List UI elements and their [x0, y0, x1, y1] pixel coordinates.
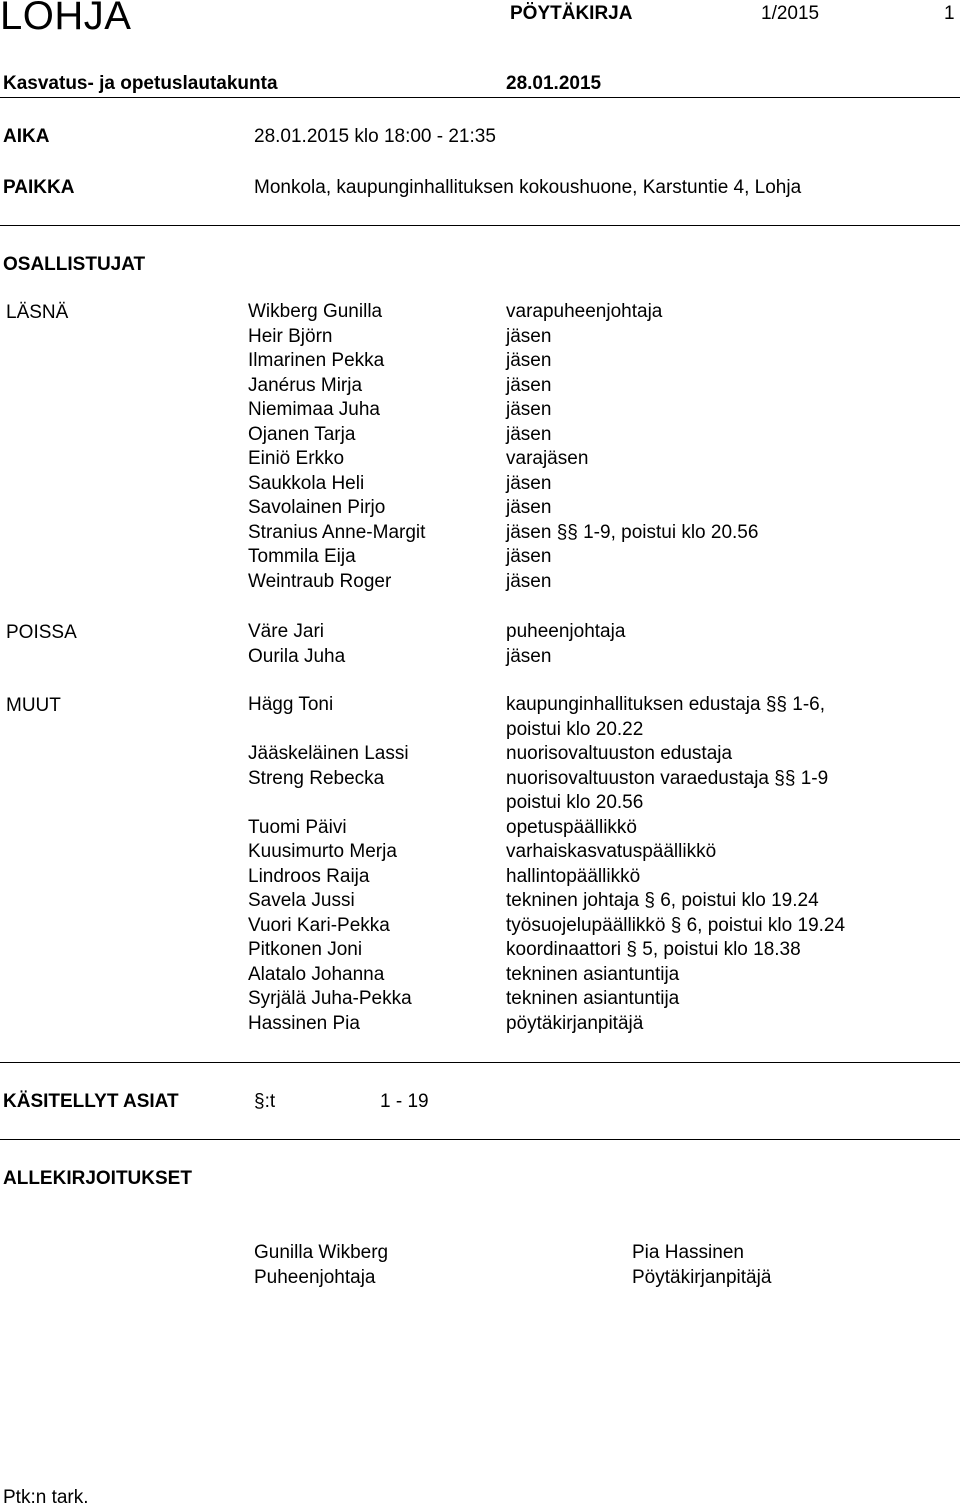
participant-role: tekninen johtaja § 6, poistui klo 19.24: [506, 890, 819, 911]
signer-name-2: Pia Hassinen: [632, 1242, 744, 1263]
participant-name: Ojanen Tarja: [248, 423, 356, 445]
meeting-divider: [0, 225, 960, 226]
participant-name: Ourila Juha: [248, 645, 346, 667]
participant-role: jäsen: [506, 399, 552, 420]
participant-name: Pitkonen Joni: [248, 939, 363, 960]
participant-name: Savolainen Pirjo: [248, 497, 386, 518]
participant-role: hallintopäällikkö: [506, 865, 641, 887]
header-date: 28.01.2015: [506, 73, 602, 94]
participant-name: Weintraub Roger: [248, 570, 392, 592]
participant-role: puheenjohtaja: [506, 621, 626, 642]
doc-type: PÖYTÄKIRJA: [510, 3, 633, 24]
participant-name: Heir Björn: [248, 325, 333, 347]
participant-name: Streng Rebecka: [248, 767, 385, 789]
participant-name: Hassinen Pia: [248, 1012, 360, 1034]
participant-role: jäsen: [506, 472, 552, 494]
items-divider: [0, 1139, 960, 1140]
items-label: KÄSITELLYT ASIAT: [3, 1091, 179, 1112]
participant-role: työsuojelupäällikkö § 6, poistui klo 19.24: [506, 914, 846, 936]
absent-label: POISSA: [6, 622, 77, 643]
participant-role: kaupunginhallituksen edustaja §§ 1-6,: [506, 694, 826, 715]
participant-name: Jääskeläinen Lassi: [248, 743, 409, 764]
participant-role: pöytäkirjanpitäjä: [506, 1012, 644, 1034]
page-number: 1: [944, 3, 955, 24]
participant-name: Stranius Anne-Margit: [248, 521, 426, 543]
committee-name: Kasvatus- ja opetuslautakunta: [3, 73, 278, 94]
participant-name: Saukkola Heli: [248, 472, 365, 494]
participant-role: jäsen: [506, 374, 552, 396]
participant-role: tekninen asiantuntija: [506, 988, 680, 1009]
participant-role: tekninen asiantuntija: [506, 963, 680, 985]
signatures-heading: ALLEKIRJOITUKSET: [3, 1168, 192, 1189]
participant-name: Lindroos Raija: [248, 865, 370, 887]
participant-role: jäsen: [506, 423, 552, 445]
items-range: 1 - 19: [380, 1091, 429, 1112]
participant-name: Alatalo Johanna: [248, 963, 385, 985]
items-section-suffix: §:t: [254, 1091, 276, 1112]
participant-role: jäsen: [506, 546, 552, 567]
participant-name: Wikberg Gunilla: [248, 301, 383, 322]
participant-role: jäsen: [506, 350, 552, 371]
participant-role: jäsen: [506, 325, 552, 347]
participant-role: poistui klo 20.22: [506, 718, 644, 740]
participant-name: Hägg Toni: [248, 694, 334, 715]
participant-role: varhaiskasvatuspäällikkö: [506, 841, 717, 862]
others-label: MUUT: [6, 695, 61, 716]
header-divider: [0, 97, 960, 98]
participant-role: jäsen: [506, 645, 552, 667]
time-value: 28.01.2015 klo 18:00 - 21:35: [254, 126, 496, 147]
participant-name: Tuomi Päivi: [248, 816, 347, 838]
participant-name: Ilmarinen Pekka: [248, 350, 385, 371]
city-logo: LOHJA: [0, 0, 132, 38]
participants-divider: [0, 1062, 960, 1063]
time-label: AIKA: [3, 126, 50, 147]
participant-role: nuorisovaltuuston varaedustaja §§ 1-9: [506, 767, 829, 789]
participant-role: nuorisovaltuuston edustaja: [506, 743, 733, 764]
minutes-checkers-label: Ptk:n tark.: [3, 1487, 89, 1508]
signer-title-1: Puheenjohtaja: [254, 1267, 376, 1288]
participant-name: Janérus Mirja: [248, 374, 363, 396]
place-label: PAIKKA: [3, 177, 75, 198]
participant-name: Väre Jari: [248, 621, 325, 642]
participant-role: opetuspäällikkö: [506, 816, 637, 838]
participant-name: Vuori Kari-Pekka: [248, 914, 390, 936]
participant-role: jäsen: [506, 570, 552, 592]
participant-name: Tommila Eija: [248, 546, 356, 567]
participant-name: Niemimaa Juha: [248, 399, 380, 420]
participant-role: koordinaattori § 5, poistui klo 18.38: [506, 939, 801, 960]
participant-name: Kuusimurto Merja: [248, 841, 397, 862]
signer-name-1: Gunilla Wikberg: [254, 1242, 389, 1263]
participant-role: poistui klo 20.56: [506, 792, 644, 813]
participant-name: Einiö Erkko: [248, 448, 345, 469]
participant-role: jäsen §§ 1-9, poistui klo 20.56: [506, 521, 759, 543]
participant-name: Syrjälä Juha-Pekka: [248, 988, 412, 1009]
present-label: LÄSNÄ: [6, 302, 69, 323]
signer-title-2: Pöytäkirjanpitäjä: [632, 1267, 772, 1288]
participant-role: jäsen: [506, 497, 552, 518]
participant-role: varajäsen: [506, 448, 589, 469]
participants-heading: OSALLISTUJAT: [3, 254, 146, 275]
place-value: Monkola, kaupunginhallituksen kokoushuone, Karstuntie 4, Lohja: [254, 177, 802, 198]
doc-number: 1/2015: [761, 3, 820, 24]
participant-role: varapuheenjohtaja: [506, 301, 663, 322]
participant-name: Savela Jussi: [248, 890, 355, 911]
